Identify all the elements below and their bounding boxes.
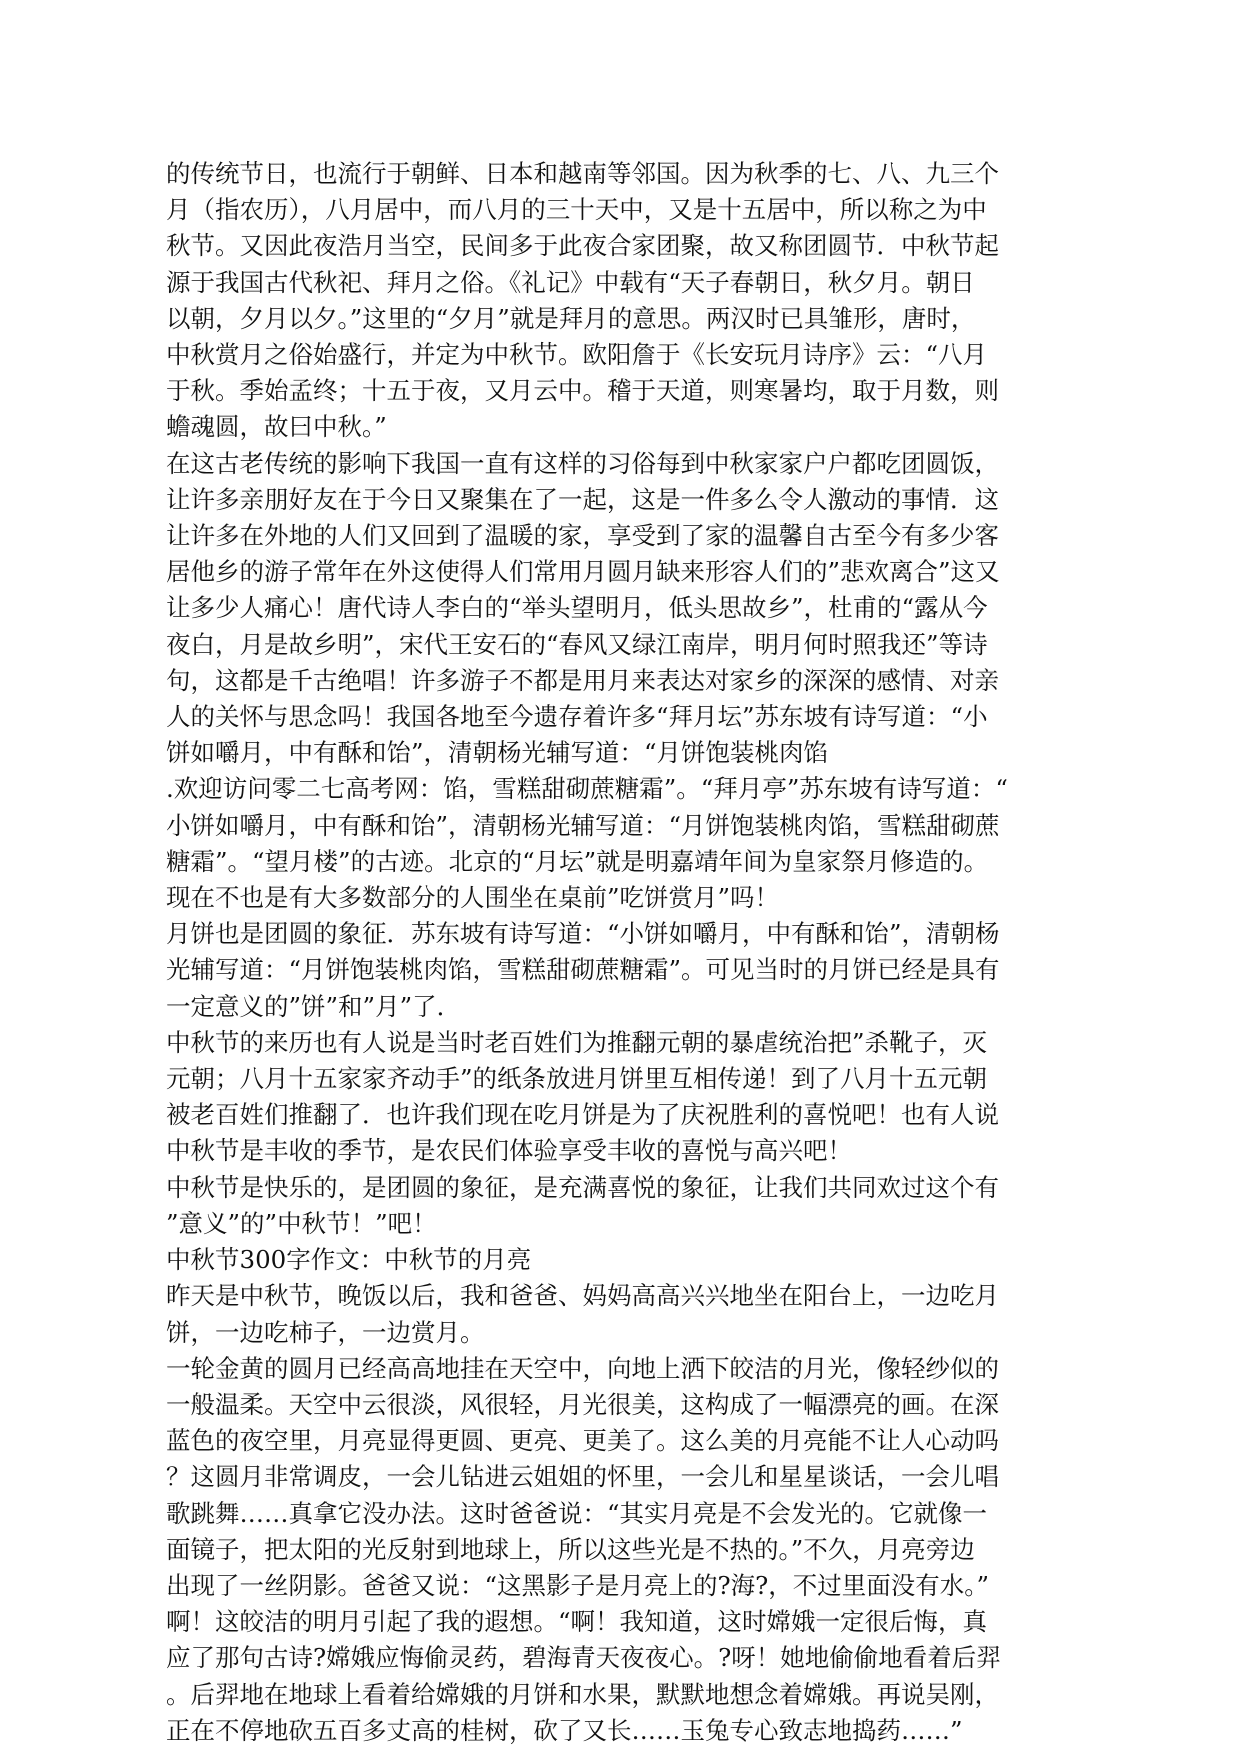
text-line: 中秋节是快乐的，是团圆的象征，是充满喜悦的象征，让我们共同欢过这个有 — [166, 1172, 999, 1202]
text-line: 元朝；八月十五家家齐动手”的纸条放进月饼里互相传递！到了八月十五元朝 — [166, 1064, 988, 1094]
text-line: 夜白，月是故乡明”，宋代王安石的“春风又绿江南岸，明月何时照我还”等诗 — [166, 629, 988, 659]
text-line: 中秋节是丰收的季节，是农民们体验享受丰收的喜悦与高兴吧！ — [166, 1136, 852, 1166]
text-line: 歌跳舞……真拿它没办法。这时爸爸说：“其实月亮是不会发光的。它就像一 — [166, 1498, 988, 1528]
text-line: 让多少人痛心！唐代诗人李白的“举头望明月，低头思故乡”，杜甫的“露从今 — [166, 593, 988, 623]
text-line: 中秋节300字作文：中秋节的月亮 — [166, 1245, 532, 1275]
text-line: 一轮金黄的圆月已经高高地挂在天空中，向地上洒下皎洁的月光，像轻纱似的 — [166, 1353, 999, 1383]
text-line: 居他乡的游子常年在外这使得人们常用月圆月缺来形容人们的”悲欢离合”这又 — [166, 557, 1000, 587]
text-line: 月饼也是团圆的象征．苏东坡有诗写道：“小饼如嚼月，中有酥和饴”，清朝杨 — [166, 919, 1000, 949]
text-line: 面镜子，把太阳的光反射到地球上，所以这些光是不热的。”不久，月亮旁边 — [166, 1534, 975, 1564]
text-line: 的传统节日，也流行于朝鲜、日本和越南等邻国。因为秋季的七、八、九三个 — [166, 159, 999, 188]
text-line: 月（指农历），八月居中，而八月的三十天中，又是十五居中，所以称之为中 — [166, 195, 987, 225]
text-line: 句，这都是千古绝唱！许多游子不都是用月来表达对家乡的深深的感情、对亲 — [166, 665, 999, 695]
text-line: 光辅写道：“月饼饱装桃肉馅，雪糕甜砌蔗糖霜”。可见当时的月饼已经是具有 — [166, 955, 1000, 985]
text-line: 昨天是中秋节，晚饭以后，我和爸爸、妈妈高高兴兴地坐在阳台上，一边吃月 — [166, 1281, 999, 1311]
text-line: 一定意义的”饼”和”月”了． — [166, 991, 462, 1021]
text-line: 饼如嚼月，中有酥和饴”，清朝杨光辅写道：“月饼饱装桃肉馅 — [166, 738, 829, 768]
text-line: 正在不停地砍五百多丈高的桂树，砍了又长……玉兔专心致志地捣药……” — [166, 1715, 963, 1745]
text-line: 中秋节的来历也有人说是当时老百姓们为推翻元朝的暴虐统治把”杀靴子，灭 — [166, 1027, 988, 1057]
text-line: 小饼如嚼月，中有酥和饴”，清朝杨光辅写道：“月饼饱装桃肉馅，雪糕甜砌蔗 — [166, 810, 1000, 840]
text-line: 在这古老传统的影响下我国一直有这样的习俗每到中秋家家户户都吃团圆饭， — [166, 448, 999, 478]
text-line: 中秋赏月之俗始盛行，并定为中秋节。欧阳詹于《长安玩月诗序》云：“八月 — [166, 340, 988, 370]
text-line: ”意义”的”中秋节！”吧！ — [166, 1208, 437, 1238]
text-line: 糖霜”。“望月楼”的古迹。北京的“月坛”就是明嘉靖年间为皇家祭月修造的。 — [166, 846, 989, 876]
text-line: 蓝色的夜空里，月亮显得更圆、更亮、更美了。这么美的月亮能不让人心动吗 — [166, 1426, 999, 1456]
text-line: 源于我国古代秋祀、拜月之俗。《礼记》中载有“天子春朝日，秋夕月。朝日 — [166, 267, 975, 297]
text-line: 现在不也是有大多数部分的人围坐在桌前”吃饼赏月”吗！ — [166, 883, 780, 913]
text-line: 于秋。季始孟终；十五于夜，又月云中。稽于天道，则寒暑均，取于月数，则 — [166, 376, 999, 406]
text-line: 饼，一边吃柿子，一边赏月。 — [166, 1317, 485, 1347]
text-line: .欢迎访问零二七高考网：馅，雪糕甜砌蔗糖霜”。“拜月亭”苏东坡有诗写道：“ — [166, 774, 1008, 804]
text-line: 让许多亲朋好友在于今日又聚集在了一起，这是一件多么令人激动的事情．这 — [166, 484, 999, 514]
text-line: 。后羿地在地球上看着给嫦娥的月饼和水果，默默地想念着嫦娥。再说吴刚， — [166, 1679, 999, 1709]
text-line: 蟾魂圆，故曰中秋。” — [166, 412, 387, 442]
text-line: ？这圆月非常调皮，一会儿钻进云姐姐的怀里，一会儿和星星谈话，一会儿唱 — [166, 1462, 999, 1492]
document-body — [166, 156, 1046, 1749]
text-line: 出现了一丝阴影。爸爸又说：“这黑影子是月亮上的?海?，不过里面没有水。” — [166, 1570, 990, 1600]
text-line: 被老百姓们推翻了．也许我们现在吃月饼是为了庆祝胜利的喜悦吧！也有人说 — [166, 1100, 999, 1130]
text-line: 一般温柔。天空中云很淡，风很轻，月光很美，这构成了一幅漂亮的画。在深 — [166, 1389, 999, 1419]
text-line: 以朝，夕月以夕。”这里的“夕月”就是拜月的意思。两汉时已具雏形，唐时， — [166, 303, 976, 333]
text-line: 啊！这皎洁的明月引起了我的遐想。“啊！我知道，这时嫦娥一定很后悔，真 — [166, 1607, 988, 1637]
text-line: 让许多在外地的人们又回到了温暖的家，享受到了家的温馨自古至今有多少客 — [166, 521, 999, 551]
text-line: 秋节。又因此夜浩月当空，民间多于此夜合家团聚，故又称团圆节．中秋节起 — [166, 231, 999, 261]
text-line: 人的关怀与思念吗！我国各地至今遗存着许多“拜月坛”苏东坡有诗写道：“小 — [166, 702, 988, 732]
text-line: 应了那句古诗?嫦娥应悔偷灵药，碧海青天夜夜心。?呀！她地偷偷地看着后羿 — [166, 1643, 1001, 1673]
